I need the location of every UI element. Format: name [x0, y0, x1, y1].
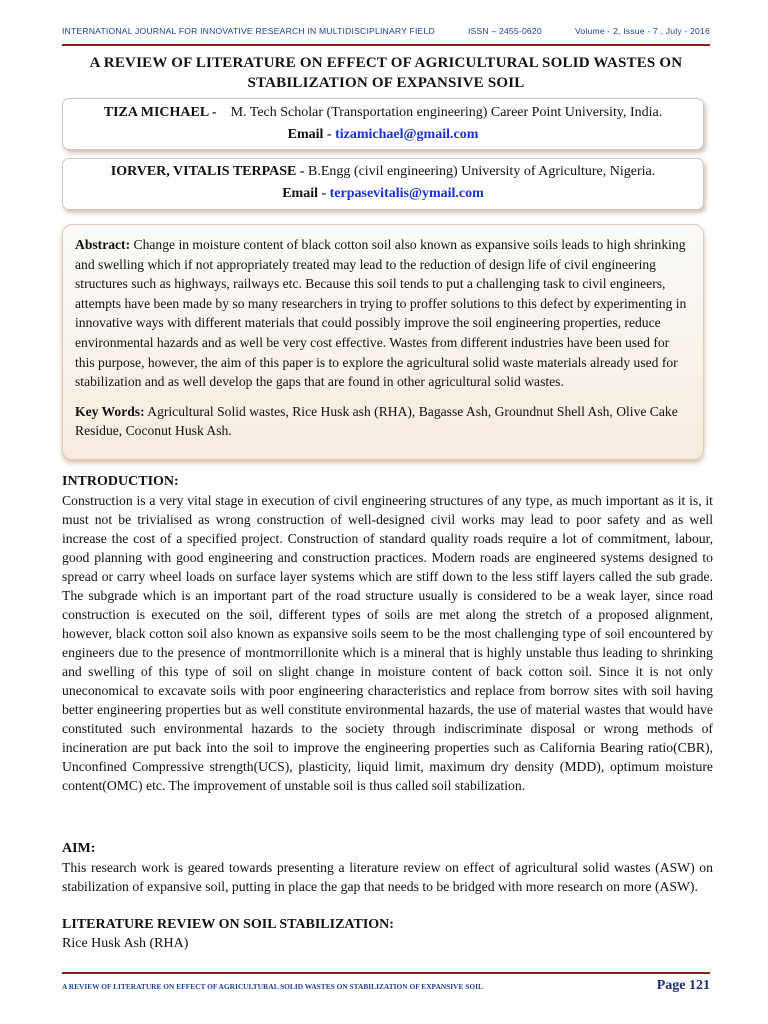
header-divider [62, 44, 710, 46]
introduction-body [62, 491, 713, 795]
footer-running-title: A REVIEW OF LITERATURE ON EFFECT OF AGRICULTURAL SOLID WASTES ON STABILIZATION OF EXPANSIVE SOIL [62, 981, 483, 991]
author-line [63, 161, 703, 183]
abstract-box [62, 224, 704, 460]
keywords-text: Agricultural Solid wastes, Rice Husk ash (RHA), Bagasse Ash, Groundnut Shell Ash, Olive Cake Residue, Coconut Husk Ash. [75, 403, 678, 439]
abstract-label: Abstract: [75, 237, 131, 252]
author-line [63, 102, 703, 124]
running-header [62, 26, 710, 44]
introduction-text: Construction is a very vital stage in execution of civil engineering structures of any type, as much important as it is, it must not be trivialised as wrong construction of well-designed civil works may lead to poor safety and as well increase the cost of a specified project. Construction of standard quality roads require a lot of commitment, labour, good planning with good engineering and construction practices. Modern roads are engineered systems designed to spread or carry wheel loads on surface layer systems which are stiff down to the less stiff layers called the sub grade. The subgrade which is an important part of the road structure usually is considered to be a weak layer, since road construction is executed on the soil, different types of soils are met along the stretch of a proposed alignment, however, black cotton soil also known as expansive soils seem to be the most challenging type of soil encountered by engineers due to the presence of montmorrillonite which is a mineral that is highly unstable thus leading to shrinking and swelling of this type of soil on slight change in moisture content of back cotton soil. Since it is not only uneconomical to excavate soils with poor engineering characteristics and replace from borrow sites with soil having better engineering properties but as well constitute environmental hazards, the use of material wastes that would have constituted such environmental hazards to the society through indiscriminate disposal or wrong methods of incineration are put back into the soil to improve the engineering properties such as California Bearing ratio(CBR), Unconfined Compressive strength(UCS), plasticity, liquid limit, maximum dry density (MDD), optimum moisture content(OMC) etc. The improvement of unstable soil is thus called soil stabilization. [62, 493, 713, 793]
author-card-1 [62, 98, 704, 150]
volume-issue: Volume - 2, Issue - 7 , July - 2016 [574, 26, 710, 36]
author-name: TIZA MICHAEL - [103, 105, 217, 120]
literature-subheading: Rice Husk Ash (RHA) [62, 936, 189, 951]
author-card-2 [62, 158, 704, 210]
introduction-heading: INTRODUCTION: [62, 474, 179, 489]
keywords-label: Key Words: [75, 403, 145, 419]
aim-text: This research work is geared towards presenting a literature review on effect of agricultural solid wastes (ASW) on stabilization of expansive soil, putting in place the gap that needs to be bridged with more research on more (ASW). [62, 860, 713, 894]
keywords-paragraph [75, 402, 691, 441]
literature-heading: LITERATURE REVIEW ON SOIL STABILIZATION: [62, 917, 394, 932]
running-footer [62, 978, 710, 994]
abstract-text: Change in moisture content of black cotton soil also known as expansive soils leads to high shrinking and swelling which if not appropriately treated may lead to the reduction of design life of civil engineering structures such as highways, railways etc. Because this soil tends to put a challenging task to civil engineers, attempts have been made by so many researchers in trying to proffer solutions to this defect by experimenting in innovative ways with different materials that could possibly improve the soil engineering properties, reduce environmental hazards and as well be very cost effective. Wastes from different industries have been used for this purpose, however, the aim of this paper is to explore the agricultural solid waste materials already used for stabilization and as well develop the gaps that are found in other agricultural solid wastes. [75, 237, 687, 390]
footer-divider [62, 972, 710, 974]
abstract-paragraph [75, 235, 691, 392]
email-line [63, 183, 703, 205]
author-affiliation: B.Engg (civil engineering) University of Agriculture, Nigeria. [308, 164, 656, 179]
author-name: IORVER, VITALIS TERPASE - [110, 164, 305, 179]
journal-name: INTERNATIONAL JOURNAL FOR INNOVATIVE RESEARCH IN MULTIDISCIPLINARY FIELD [62, 26, 435, 36]
author-affiliation: M. Tech Scholar (Transportation engineering) Career Point University, India. [230, 105, 663, 120]
paper-title: A REVIEW OF LITERATURE ON EFFECT OF AGRICULTURAL SOLID WASTES ON STABILIZATION OF EXPANSIVE SOIL [89, 55, 683, 91]
email-link[interactable]: terpasevitalis@ymail.com [329, 186, 484, 201]
aim-body [62, 858, 713, 896]
email-link[interactable]: tizamichael@gmail.com [335, 127, 479, 142]
page-number: Page 121 [656, 978, 710, 993]
email-label: Email - [287, 127, 336, 142]
aim-heading: AIM: [62, 841, 96, 856]
email-label: Email - [282, 186, 330, 201]
issn: ISSN – 2455-0620 [467, 26, 542, 36]
email-line [63, 124, 703, 146]
